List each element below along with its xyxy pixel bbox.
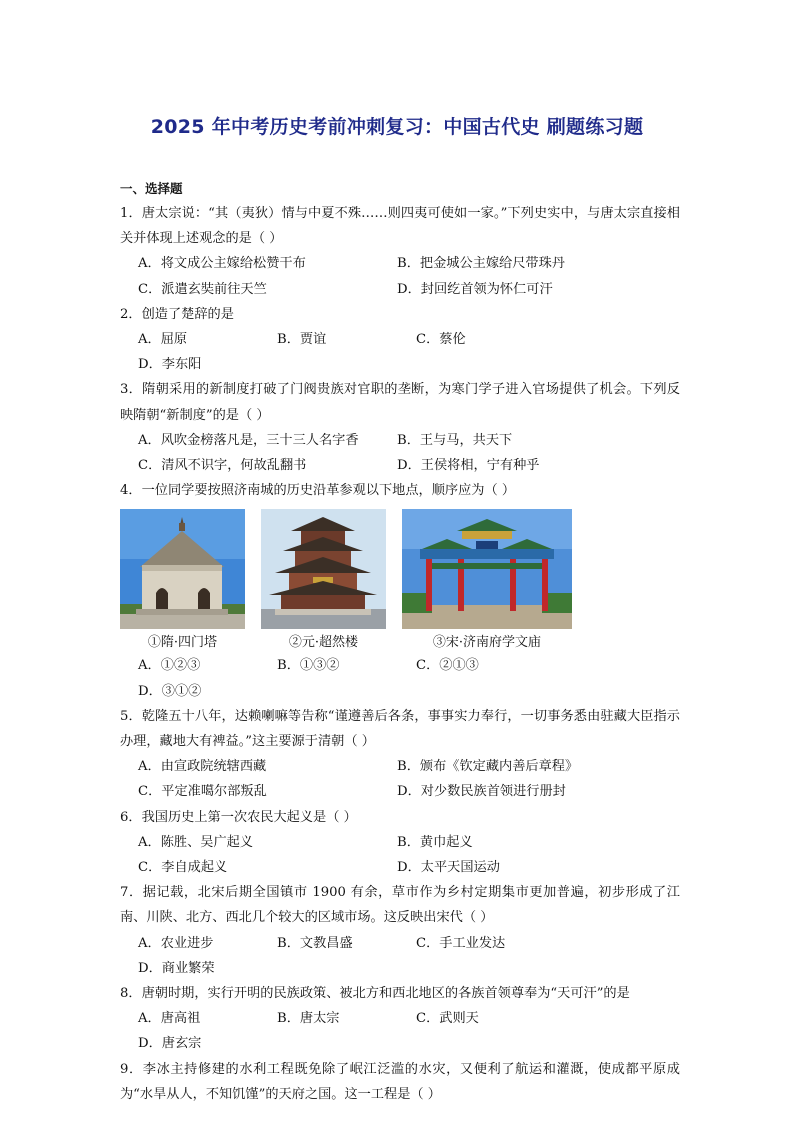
option-a: A．唐高祖 bbox=[138, 1011, 201, 1027]
question-stem: 7．据记载，北宋后期全国镇市 1900 有余，草市作为乡村定期集市更加普遍，初步形成了江南、川陕、北方、西北几个较大的区域市场。这反映出宋代（ ） bbox=[120, 885, 680, 926]
option-d: D．太平天国运动 bbox=[397, 860, 500, 876]
option-c: C．武则天 bbox=[416, 1011, 479, 1027]
option-d: D．唐玄宗 bbox=[138, 1036, 202, 1052]
question-1 bbox=[120, 201, 680, 302]
option-b: B．把金城公主嫁给尺带珠丹 bbox=[397, 256, 565, 272]
option-a: A．风吹金榜落凡是，三十三人名字香 bbox=[138, 432, 359, 448]
question-stem: 8．唐朝时期，实行开明的民族政策、被北方和西北地区的各族首领尊奉为“天可汗”的是 bbox=[120, 986, 630, 1002]
confucius-temple-image bbox=[402, 509, 572, 629]
figure-3 bbox=[402, 509, 572, 653]
question-stem: 6．我国历史上第一次农民大起义是（ ） bbox=[120, 809, 357, 825]
document-body bbox=[120, 176, 680, 1107]
option-d: D．李东阳 bbox=[138, 357, 202, 373]
option-d: D．商业繁荣 bbox=[138, 960, 215, 976]
question-stem: 4．一位同学要按照济南城的历史沿革参观以下地点，顺序应为（ ） bbox=[120, 483, 516, 499]
page-title: 2025 年中考历史考前冲刺复习：中国古代史 刷题练习题 bbox=[150, 116, 644, 138]
option-b: B．黄巾起义 bbox=[397, 834, 473, 850]
question-5 bbox=[120, 704, 680, 805]
question-9 bbox=[120, 1057, 680, 1107]
option-d: D．对少数民族首领进行册封 bbox=[397, 784, 566, 800]
option-b: B．王与马，共天下 bbox=[397, 432, 513, 448]
option-d: D．封回纥首领为怀仁可汗 bbox=[397, 281, 553, 297]
question-7 bbox=[120, 880, 680, 981]
question-3 bbox=[120, 377, 680, 478]
option-b: B．文教昌盛 bbox=[277, 935, 353, 951]
figure-caption: ③宋·济南府学文庙 bbox=[432, 635, 542, 651]
option-c: C．派遣玄奘前往天竺 bbox=[138, 281, 267, 297]
chaoran-tower-image bbox=[261, 509, 386, 629]
question-8 bbox=[120, 981, 680, 1057]
option-a: A．屈原 bbox=[138, 332, 188, 348]
question-6 bbox=[120, 805, 680, 881]
figure-caption: ②元·超然楼 bbox=[288, 635, 359, 651]
option-a: A．①②③ bbox=[138, 658, 201, 674]
four-gate-pagoda-image bbox=[120, 509, 245, 629]
option-b: B．颁布《钦定藏内善后章程》 bbox=[397, 759, 579, 775]
option-b: B．贾谊 bbox=[277, 332, 327, 348]
option-a: A．农业进步 bbox=[138, 935, 214, 951]
option-a: A．将文成公主嫁给松赞干布 bbox=[138, 256, 306, 272]
option-b: B．①③② bbox=[277, 658, 340, 674]
option-c: C．手工业发达 bbox=[416, 935, 506, 951]
option-c: C．李自成起义 bbox=[138, 860, 228, 876]
option-a: A．陈胜、吴广起义 bbox=[138, 834, 254, 850]
option-d: D．王侯将相，宁有种乎 bbox=[397, 458, 540, 474]
option-a: A．由宣政院统辖西藏 bbox=[138, 759, 267, 775]
figure-2 bbox=[261, 509, 386, 653]
option-c: C．平定准噶尔部叛乱 bbox=[138, 784, 267, 800]
question-stem: 3．隋朝采用的新制度打破了门阀贵族对官职的垄断，为寒门学子进入官场提供了机会。下列反映隋朝“新制度”的是（ ） bbox=[120, 382, 680, 423]
question-2 bbox=[120, 302, 680, 378]
figure-row bbox=[120, 507, 680, 653]
question-stem: 1．唐太宗说：“其（夷狄）情与中夏不殊……则四夷可使如一家。”下列史实中，与唐太宗直接相关并体现上述观念的是（ ） bbox=[120, 206, 680, 247]
option-c: C．清风不识字，何故乱翻书 bbox=[138, 458, 307, 474]
question-4 bbox=[120, 478, 680, 704]
question-stem: 9．李冰主持修建的水利工程既免除了岷江泛滥的水灾，又便利了航运和灌溉，使成都平原成为“水旱从人，不知饥馑”的天府之国。这一工程是（ ） bbox=[120, 1061, 680, 1102]
option-b: B．唐太宗 bbox=[277, 1011, 340, 1027]
section-heading: 一、选择题 bbox=[120, 181, 183, 196]
figure-1 bbox=[120, 509, 245, 653]
question-stem: 5．乾隆五十八年，达赖喇嘛等告称“谨遵善后各条，事事实力奉行，一切事务悉由驻藏大臣指示办理，藏地大有裨益。”这主要源于清朝（ ） bbox=[120, 708, 680, 750]
option-d: D．③①② bbox=[138, 683, 202, 699]
option-c: C．蔡伦 bbox=[416, 332, 466, 348]
figure-caption: ①隋·四门塔 bbox=[147, 635, 218, 651]
option-c: C．②①③ bbox=[416, 658, 479, 674]
question-stem: 2．创造了楚辞的是 bbox=[120, 306, 234, 322]
